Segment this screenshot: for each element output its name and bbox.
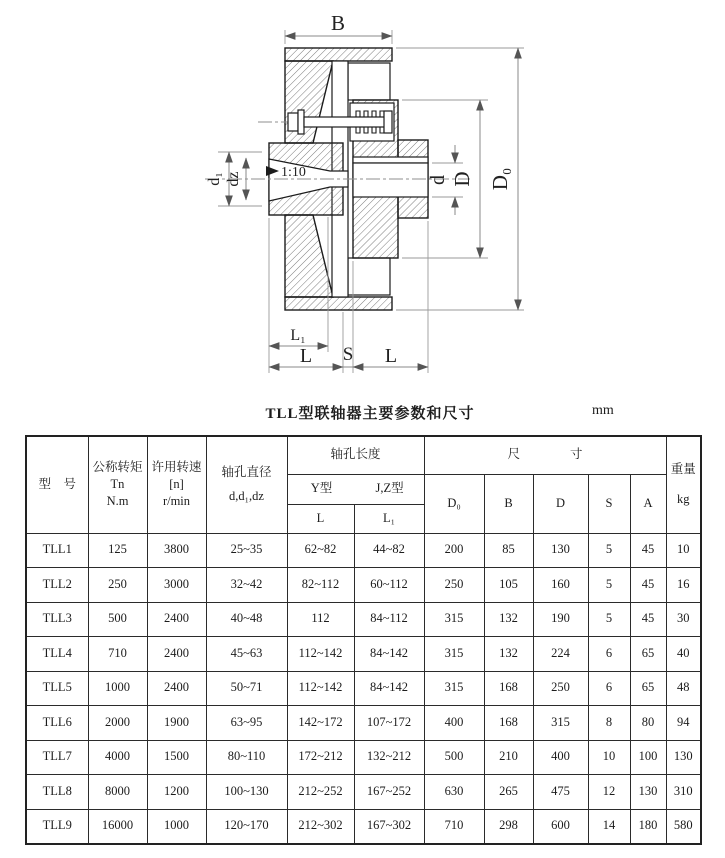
cell-model: TLL6: [26, 706, 88, 741]
dim-label-l-right: L: [384, 345, 398, 367]
table-cell: 250: [424, 568, 484, 603]
dim-label-d-flange: D: [450, 171, 474, 187]
table-cell: 112~142: [287, 671, 354, 706]
table-cell: 44~82: [354, 533, 424, 568]
table-cell: 10: [588, 740, 630, 775]
table-row: [26, 568, 701, 603]
table-cell: 16000: [88, 809, 147, 844]
header-col-d: D: [533, 474, 588, 533]
table-cell: 130: [630, 775, 666, 810]
table-cell: 315: [424, 671, 484, 706]
table-cell: 30: [666, 602, 701, 637]
table-cell: 6: [588, 637, 630, 672]
cell-model: TLL5: [26, 671, 88, 706]
header-col-s: S: [588, 474, 630, 533]
table-cell: 105: [484, 568, 533, 603]
header-torque: [88, 436, 147, 533]
table-cell: 142~172: [287, 706, 354, 741]
table-cell: 168: [484, 671, 533, 706]
taper-label: 1:10: [281, 165, 306, 180]
bolt-head: [288, 113, 298, 131]
table-row: [26, 637, 701, 672]
header-speed-unit: r/min: [162, 494, 191, 509]
table-cell: 85: [484, 533, 533, 568]
table-cell: 107~172: [354, 706, 424, 741]
table-cell: 710: [424, 809, 484, 844]
table-cell: 3000: [147, 568, 206, 603]
table-cell: 1900: [147, 706, 206, 741]
table-cell: 32~42: [206, 568, 287, 603]
table-cell: 84~112: [354, 602, 424, 637]
keyway: [353, 157, 428, 163]
header-col-l1: L₁: [354, 504, 424, 533]
table-cell: 132: [484, 637, 533, 672]
drum-wall-bottom: [348, 258, 390, 295]
table-cell: 1200: [147, 775, 206, 810]
bolt-shaft: [304, 117, 386, 127]
table-cell: 475: [533, 775, 588, 810]
header-speed-symbol: [n]: [169, 477, 184, 492]
table-cell: 2400: [147, 637, 206, 672]
bolt-washer: [298, 110, 304, 134]
header-torque-unit: N.m: [106, 494, 129, 509]
table-cell: 212~302: [287, 809, 354, 844]
dim-label-dz: dz: [225, 171, 242, 187]
table-cell: 1000: [88, 671, 147, 706]
table-cell: 25~35: [206, 533, 287, 568]
table-cell: 112: [287, 602, 354, 637]
cell-model: TLL2: [26, 568, 88, 603]
header-type-group: [287, 474, 424, 504]
header-bore-diameter: [206, 436, 287, 533]
table-cell: 130: [666, 740, 701, 775]
dim-label-d-bore: d: [427, 175, 449, 185]
table-cell: 265: [484, 775, 533, 810]
header-col-d0: D₀: [424, 474, 484, 533]
table-cell: 224: [533, 637, 588, 672]
table-cell: 65: [630, 671, 666, 706]
table-cell: 48: [666, 671, 701, 706]
table-cell: 5: [588, 568, 630, 603]
header-weight-unit: kg: [677, 491, 690, 506]
header-weight: [666, 436, 701, 533]
table-cell: 125: [88, 533, 147, 568]
table-cell: 315: [424, 637, 484, 672]
table-cell: 50~71: [206, 671, 287, 706]
cell-model: TLL4: [26, 637, 88, 672]
table-cell: 132: [484, 602, 533, 637]
table-cell: 3800: [147, 533, 206, 568]
table-cell: 1000: [147, 809, 206, 844]
table-cell: 8: [588, 706, 630, 741]
table-cell: 2400: [147, 671, 206, 706]
dim-label-s: S: [342, 344, 354, 365]
coupling-spec-table: [25, 435, 702, 845]
cell-model: TLL1: [26, 533, 88, 568]
table-cell: 5: [588, 533, 630, 568]
table-cell: 172~212: [287, 740, 354, 775]
table-cell: 298: [484, 809, 533, 844]
drum-top-rim: [285, 48, 392, 61]
coupling-cross-section-drawing: [0, 0, 725, 398]
table-cell: 600: [533, 809, 588, 844]
header-bore-symbols: d,d₁,dz: [229, 488, 264, 503]
dim-label-l-left: L: [299, 345, 313, 367]
table-cell: 84~142: [354, 671, 424, 706]
table-cell: 200: [424, 533, 484, 568]
table-cell: 6: [588, 671, 630, 706]
table-cell: 310: [666, 775, 701, 810]
table-cell: 80~110: [206, 740, 287, 775]
table-row: [26, 671, 701, 706]
table-cell: 210: [484, 740, 533, 775]
cell-model: TLL8: [26, 775, 88, 810]
table-cell: 500: [88, 602, 147, 637]
table-cell: 167~252: [354, 775, 424, 810]
dim-label-d1: d₁: [206, 172, 223, 186]
table-cell: 160: [533, 568, 588, 603]
header-col-a: A: [630, 474, 666, 533]
table-cell: 132~212: [354, 740, 424, 775]
cell-model: TLL3: [26, 602, 88, 637]
table-cell: 82~112: [287, 568, 354, 603]
table-row: [26, 809, 701, 844]
header-model: 型 号: [26, 436, 88, 533]
unit-label: mm: [592, 403, 614, 418]
table-cell: 2000: [88, 706, 147, 741]
header-speed-cn: 许用转速: [151, 460, 202, 475]
header-weight-cn: 重量: [670, 462, 696, 477]
table-cell: 168: [484, 706, 533, 741]
table-cell: 45: [630, 602, 666, 637]
table-cell: 84~142: [354, 637, 424, 672]
table-cell: 62~82: [287, 533, 354, 568]
table-cell: 250: [88, 568, 147, 603]
table-cell: 14: [588, 809, 630, 844]
table-cell: 112~142: [287, 637, 354, 672]
drum-wall-top: [348, 63, 390, 100]
dim-label-b: B: [330, 11, 346, 35]
dim-label-l1: L₁: [290, 327, 306, 344]
table-row: [26, 602, 701, 637]
table-cell: 250: [533, 671, 588, 706]
table-cell: 10: [666, 533, 701, 568]
table-cell: 63~95: [206, 706, 287, 741]
table-cell: 100: [630, 740, 666, 775]
table-cell: 1500: [147, 740, 206, 775]
header-col-l: L: [287, 504, 354, 533]
table-cell: 2400: [147, 602, 206, 637]
table-cell: 190: [533, 602, 588, 637]
table-cell: 40: [666, 637, 701, 672]
table-cell: 8000: [88, 775, 147, 810]
table-cell: 80: [630, 706, 666, 741]
dim-label-d0: D₀: [488, 167, 512, 191]
table-cell: 130: [533, 533, 588, 568]
right-bore: [353, 163, 428, 197]
table-cell: 400: [533, 740, 588, 775]
table-cell: 630: [424, 775, 484, 810]
table-row: [26, 775, 701, 810]
table-title: TLL型联轴器主要参数和尺寸: [265, 406, 475, 422]
drum-bottom-rim: [285, 297, 392, 310]
table-cell: 4000: [88, 740, 147, 775]
header-speed: [147, 436, 206, 533]
cell-model: TLL7: [26, 740, 88, 775]
table-cell: 212~252: [287, 775, 354, 810]
header-jz-type: J,Z型: [375, 481, 404, 496]
header-torque-symbol: Tn: [110, 477, 125, 492]
table-cell: 315: [424, 602, 484, 637]
header-dimensions: 尺 寸: [424, 436, 666, 474]
drum-bottom-web: [285, 215, 333, 297]
table-cell: 120~170: [206, 809, 287, 844]
header-bore-length: 轴孔长度: [287, 436, 424, 474]
table-row: [26, 706, 701, 741]
table-cell: 45~63: [206, 637, 287, 672]
table-cell: 180: [630, 809, 666, 844]
table-cell: 167~302: [354, 809, 424, 844]
header-row-1: [26, 436, 701, 474]
table-cell: 710: [88, 637, 147, 672]
cell-model: TLL9: [26, 809, 88, 844]
table-cell: 400: [424, 706, 484, 741]
header-torque-cn: 公称转矩: [92, 460, 143, 475]
table-cell: 65: [630, 637, 666, 672]
table-cell: 94: [666, 706, 701, 741]
table-cell: 5: [588, 602, 630, 637]
table-cell: 45: [630, 568, 666, 603]
header-col-b: B: [484, 474, 533, 533]
table-row: [26, 533, 701, 568]
header-y-type: Y型: [310, 481, 333, 496]
table-cell: 315: [533, 706, 588, 741]
table-cell: 45: [630, 533, 666, 568]
table-row: [26, 740, 701, 775]
table-cell: 580: [666, 809, 701, 844]
header-bore-cn: 轴孔直径: [221, 465, 272, 480]
table-cell: 40~48: [206, 602, 287, 637]
table-cell: 12: [588, 775, 630, 810]
table-cell: 16: [666, 568, 701, 603]
table-cell: 60~112: [354, 568, 424, 603]
table-cell: 100~130: [206, 775, 287, 810]
spring-cap: [384, 111, 392, 133]
table-cell: 500: [424, 740, 484, 775]
